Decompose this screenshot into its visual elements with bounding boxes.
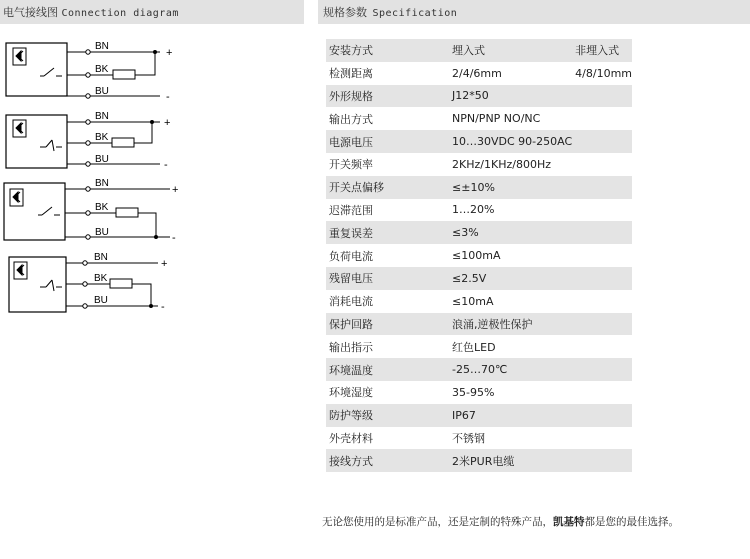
wire-label-bu-2: BU — [95, 154, 109, 165]
spec-value: ≤2.5V — [452, 271, 487, 285]
header-left-en: Connection diagram — [61, 8, 179, 19]
wire-label-bn-3: BN — [95, 178, 109, 189]
wiring-diagram-2 — [6, 115, 160, 168]
terminal-minus-4: - — [161, 301, 165, 313]
wiring-diagram — [0, 30, 200, 330]
spec-value-alt: 4/8/10mm — [575, 66, 632, 80]
spec-value-alt — [572, 85, 632, 108]
spec-value-alt — [572, 449, 632, 472]
sensor-body-2 — [6, 115, 67, 168]
spec-row — [326, 267, 632, 290]
spec-value: 10…30VDC 90-250AC — [452, 135, 573, 149]
footer-brand: 凯基特 — [553, 516, 585, 528]
spec-value-alt — [572, 335, 632, 358]
load-resistor-1 — [113, 70, 135, 79]
spec-value-alt — [572, 427, 632, 450]
spec-value-alt — [572, 290, 632, 313]
terminal-minus-2: - — [164, 159, 168, 171]
spec-row — [326, 244, 632, 267]
wire-label-bu-4: BU — [94, 295, 108, 306]
spec-value: 1…20% — [452, 203, 495, 217]
spec-value: 埋入式 — [452, 44, 486, 58]
spec-value: ≤10mA — [452, 294, 494, 308]
spec-row — [326, 107, 632, 130]
spec-value: 35-95% — [452, 385, 495, 399]
switch-no-icon-3 — [38, 207, 60, 215]
spec-row — [326, 290, 632, 313]
spec-value-alt: 非埋入式 — [575, 44, 620, 58]
spec-label: 保护回路 — [329, 317, 373, 331]
spec-row — [326, 62, 632, 85]
specification-table — [326, 39, 632, 472]
spec-row — [326, 199, 632, 222]
terminal-plus-4: + — [161, 258, 168, 270]
spec-label: 重复误差 — [329, 226, 373, 240]
specification-header — [318, 0, 750, 24]
spec-value-alt — [572, 153, 632, 176]
terminal-minus-1: - — [166, 91, 170, 103]
terminal-minus-3: - — [172, 232, 176, 244]
spec-label: 安装方式 — [329, 44, 373, 58]
sensor-body-3 — [4, 183, 65, 240]
footer-text-after: 都是您的最佳选择。 — [584, 516, 679, 528]
load-resistor-2 — [112, 138, 134, 147]
spec-value: ≤3% — [452, 226, 479, 240]
spec-value: 红色LED — [452, 340, 496, 354]
spec-value-alt — [572, 107, 632, 130]
terminal-plus-3: + — [172, 184, 179, 196]
switch-no-icon-1 — [40, 68, 62, 76]
sensor-body-1 — [6, 43, 67, 96]
header-right-cn: 规格参数 — [323, 6, 367, 19]
wire-label-bk-4: BK — [94, 273, 108, 284]
spec-value: 不锈钢 — [452, 431, 486, 445]
spec-row — [326, 176, 632, 199]
switch-nc-icon-2 — [40, 140, 62, 151]
spec-label: 负荷电流 — [329, 249, 373, 263]
terminal-plus-1: + — [166, 47, 173, 59]
switch-nc-icon-4 — [40, 280, 62, 291]
spec-row — [326, 85, 632, 108]
spec-value: J12*50 — [452, 89, 489, 103]
spec-label: 消耗电流 — [329, 295, 373, 309]
connection-diagram-header — [0, 0, 304, 24]
spec-label: 开关频率 — [329, 158, 373, 172]
spec-value-alt — [572, 313, 632, 336]
spec-row — [326, 153, 632, 176]
spec-row — [326, 427, 632, 450]
footer-text-before: 无论您使用的是标准产品，还是定制的特殊产品， — [322, 516, 553, 528]
load-resistor-3 — [116, 208, 138, 217]
wire-label-bu-1: BU — [95, 86, 109, 97]
spec-label: 外壳材料 — [329, 431, 373, 445]
spec-label: 检测距离 — [329, 67, 373, 81]
spec-value: 浪涌,逆极性保护 — [452, 317, 533, 331]
spec-label: 输出方式 — [329, 112, 373, 126]
spec-label: 输出指示 — [329, 340, 373, 354]
terminal-plus-2: + — [164, 117, 171, 129]
spec-value: 2米PUR电缆 — [452, 454, 515, 468]
spec-row — [326, 313, 632, 336]
spec-label: 残留电压 — [329, 272, 373, 286]
spec-value: 2/4/6mm — [452, 66, 502, 80]
spec-value: NPN/PNP NO/NC — [452, 112, 541, 126]
spec-value-alt — [572, 130, 632, 153]
load-resistor-4 — [110, 279, 132, 288]
spec-value-alt — [572, 358, 632, 381]
spec-label: 外形规格 — [329, 89, 373, 103]
spec-value-alt — [572, 244, 632, 267]
wire-label-bn-1: BN — [95, 41, 109, 52]
spec-label: 防护等级 — [329, 409, 373, 423]
spec-value: ≤±10% — [452, 180, 495, 194]
spec-value-alt — [572, 404, 632, 427]
spec-value-alt — [572, 381, 632, 404]
spec-value-alt — [572, 267, 632, 290]
wire-label-bk-3: BK — [95, 202, 109, 213]
spec-row — [326, 335, 632, 358]
spec-label: 开关点偏移 — [329, 181, 384, 195]
spec-value-alt — [572, 221, 632, 244]
wire-label-bn-4: BN — [94, 252, 108, 263]
sensor-body-4 — [9, 257, 66, 312]
wire-label-bn-2: BN — [95, 111, 109, 122]
wiring-diagram-4 — [9, 257, 158, 312]
wiring-diagram-3 — [4, 183, 170, 240]
header-left-cn: 电气接线图 — [3, 6, 58, 19]
wire-label-bk-1: BK — [95, 64, 109, 75]
header-right-en: Specification — [372, 8, 458, 19]
spec-value: 2KHz/1KHz/800Hz — [452, 157, 551, 171]
spec-label: 迟滞范围 — [329, 203, 373, 217]
spec-row — [326, 404, 632, 427]
spec-row — [326, 130, 632, 153]
spec-value: ≤100mA — [452, 249, 501, 263]
spec-row — [326, 358, 632, 381]
spec-label: 电源电压 — [329, 135, 373, 149]
spec-row — [326, 449, 632, 472]
spec-value-alt — [572, 176, 632, 199]
wire-label-bk-2: BK — [95, 132, 109, 143]
spec-label: 接线方式 — [329, 454, 373, 468]
spec-label: 环境温度 — [329, 363, 373, 377]
spec-value: -25…70℃ — [452, 363, 508, 377]
spec-row — [326, 381, 632, 404]
wiring-diagram-1 — [6, 43, 160, 98]
spec-value: IP67 — [452, 408, 476, 422]
spec-row — [326, 221, 632, 244]
footer-slogan — [322, 514, 679, 529]
spec-value-alt — [572, 199, 632, 222]
spec-label: 环境湿度 — [329, 386, 373, 400]
spec-row — [326, 39, 632, 62]
wire-label-bu-3: BU — [95, 227, 109, 238]
